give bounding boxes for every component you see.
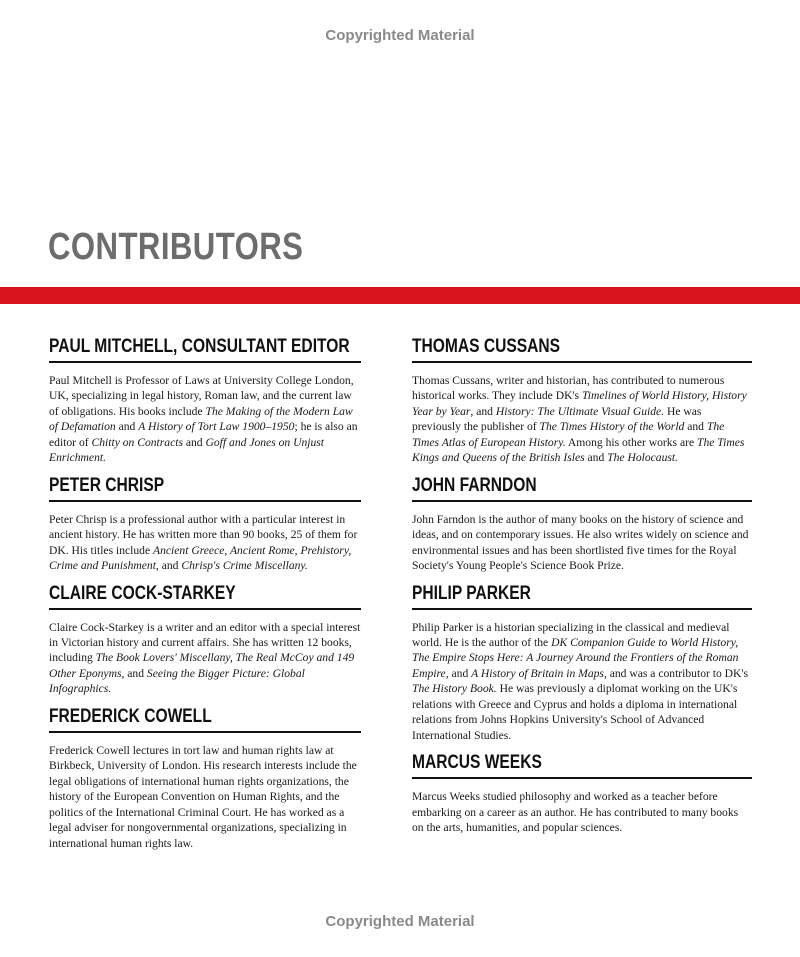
italic-title: Seeing the Bigger Picture: Global Infographics.: [49, 666, 305, 696]
contributor-bio: Claire Cock-Starkey is a writer and an editor with a special interest in Victorian history and current affairs. She has written 12 books, including The Book Lovers' Miscellany, The Real McCoy and 149 Other Eponyms, and Seeing the Bigger Picture: Global Infographics.: [49, 620, 361, 696]
contributor-entry: [412, 336, 752, 466]
contributor-bio: John Farndon is the author of many books on the history of science and ideas, and on contemporary issues. He also writes widely on science and environmental issues and has been shortlisted five times for the Royal Society's Young People's Science Book Prize.: [412, 512, 749, 573]
contributor-entry: [412, 583, 752, 744]
italic-title: The Making of the Modern Law of Defamation: [49, 404, 353, 434]
contributor-name: PHILIP PARKER: [412, 583, 752, 610]
contributor-entry: [49, 583, 361, 697]
italic-title: A History of Britain in Maps: [471, 666, 604, 680]
italic-title: Ancient Greece, Ancient Rome, Prehistory, Crime and Punishment: [49, 543, 352, 573]
contributor-name: PAUL MITCHELL, CONSULTANT EDITOR: [49, 336, 361, 363]
italic-title: Timelines of World History, History Year by Year: [412, 389, 747, 418]
left-column: [49, 336, 361, 860]
contributor-name: JOHN FARNDON: [412, 475, 752, 502]
page-title: CONTRIBUTORS: [48, 226, 304, 268]
italic-title: The Book Lovers' Miscellany, The Real McCoy and 149 Other Eponyms: [49, 651, 355, 680]
italic-title: Chrisp's Crime Miscellany.: [181, 559, 308, 573]
italic-title: Goff and Jones on Unjust Enrichment.: [49, 435, 325, 465]
contributor-bio: Philip Parker is a historian specializing in the classical and medieval world. He is the author of the DK Companion Guide to World History, The Empire Stops Here: A Journey Around the Frontiers of the Roman Empire, and A History of Britain in Maps, and was a contributor to DK's The History Book. He was previously a diplomat working on the UK's relations with Greece and Cyprus and holds a diploma in international relations from Johns Hopkins University's School of Advanced International Studies.: [412, 620, 749, 742]
copyright-notice-top: Copyrighted Material: [325, 27, 475, 44]
italic-title: The Times Kings and Queens of the British Isles: [412, 435, 745, 465]
contributor-entry: [49, 475, 361, 574]
italic-title: History: The Ultimate Visual Guide.: [495, 404, 665, 418]
contributor-bio: Paul Mitchell is Professor of Laws at University College London, UK, specializing in legal history, Roman law, and the current law of obligations. His books include The Making of the Modern Law of Defamation and A History of Tort Law 1900–1950; he is also an editor of Chitty on Contracts and Goff and Jones on Unjust Enrichment.: [49, 374, 358, 465]
right-column: [412, 336, 752, 845]
contributor-bio: Peter Chrisp is a professional author with a particular interest in ancient history. He has written more than 90 books, 25 of them for DK. His titles include Ancient Greece, Ancient Rome, Prehistory, Crime and Punishment, and Chrisp's Crime Miscellany.: [49, 512, 358, 573]
italic-title: The Times History of the World: [539, 420, 685, 434]
copyright-notice-bottom: Copyrighted Material: [325, 913, 475, 930]
contributor-name: MARCUS WEEKS: [412, 752, 752, 779]
contributor-entry: [49, 706, 361, 851]
contributor-entry: [412, 752, 752, 835]
contributor-bio: Frederick Cowell lectures in tort law and human rights law at Birkbeck, University of London. His research interests include the legal obligations of international human rights organizations, the history of the European Convention on Human Rights, and the politics of the International Criminal Court. He has worked as a legal adviser for nongovernmental organizations, specializing in international human rights law.: [49, 743, 357, 850]
italic-title: The Holocaust.: [607, 451, 679, 465]
contributor-name: PETER CHRISP: [49, 475, 361, 502]
contributor-entry: [49, 336, 361, 466]
contributor-bio: Thomas Cussans, writer and historian, has contributed to numerous historical works. They include DK's Timelines of World History, History Year by Year, and History: The Ultimate Visual Guide. He was previously the publisher of The Times History of the World and The Times Atlas of European History. Among his other works are The Times Kings and Queens of the British Isles and The Holocaust.: [412, 374, 747, 465]
contributor-name: THOMAS CUSSANS: [412, 336, 752, 363]
contributor-name: CLAIRE COCK-STARKEY: [49, 583, 361, 610]
contributor-bio: Marcus Weeks studied philosophy and worked as a teacher before embarking on a career as an author. He has contributed to many books on the arts, humanities, and popular sciences.: [412, 790, 739, 835]
italic-title: DK Companion Guide to World History, The Empire Stops Here: A Journey Around the Frontiers of the Roman Empire: [412, 635, 739, 680]
contributor-name: FREDERICK COWELL: [49, 706, 361, 733]
contributor-entry: [412, 475, 752, 574]
red-divider-bar: [0, 287, 800, 304]
italic-title: The Times Atlas of European History.: [412, 420, 725, 449]
italic-title: Chitty on Contracts: [91, 435, 183, 449]
italic-title: A History of Tort Law 1900–1950: [138, 420, 295, 434]
italic-title: The History Book.: [412, 682, 497, 696]
